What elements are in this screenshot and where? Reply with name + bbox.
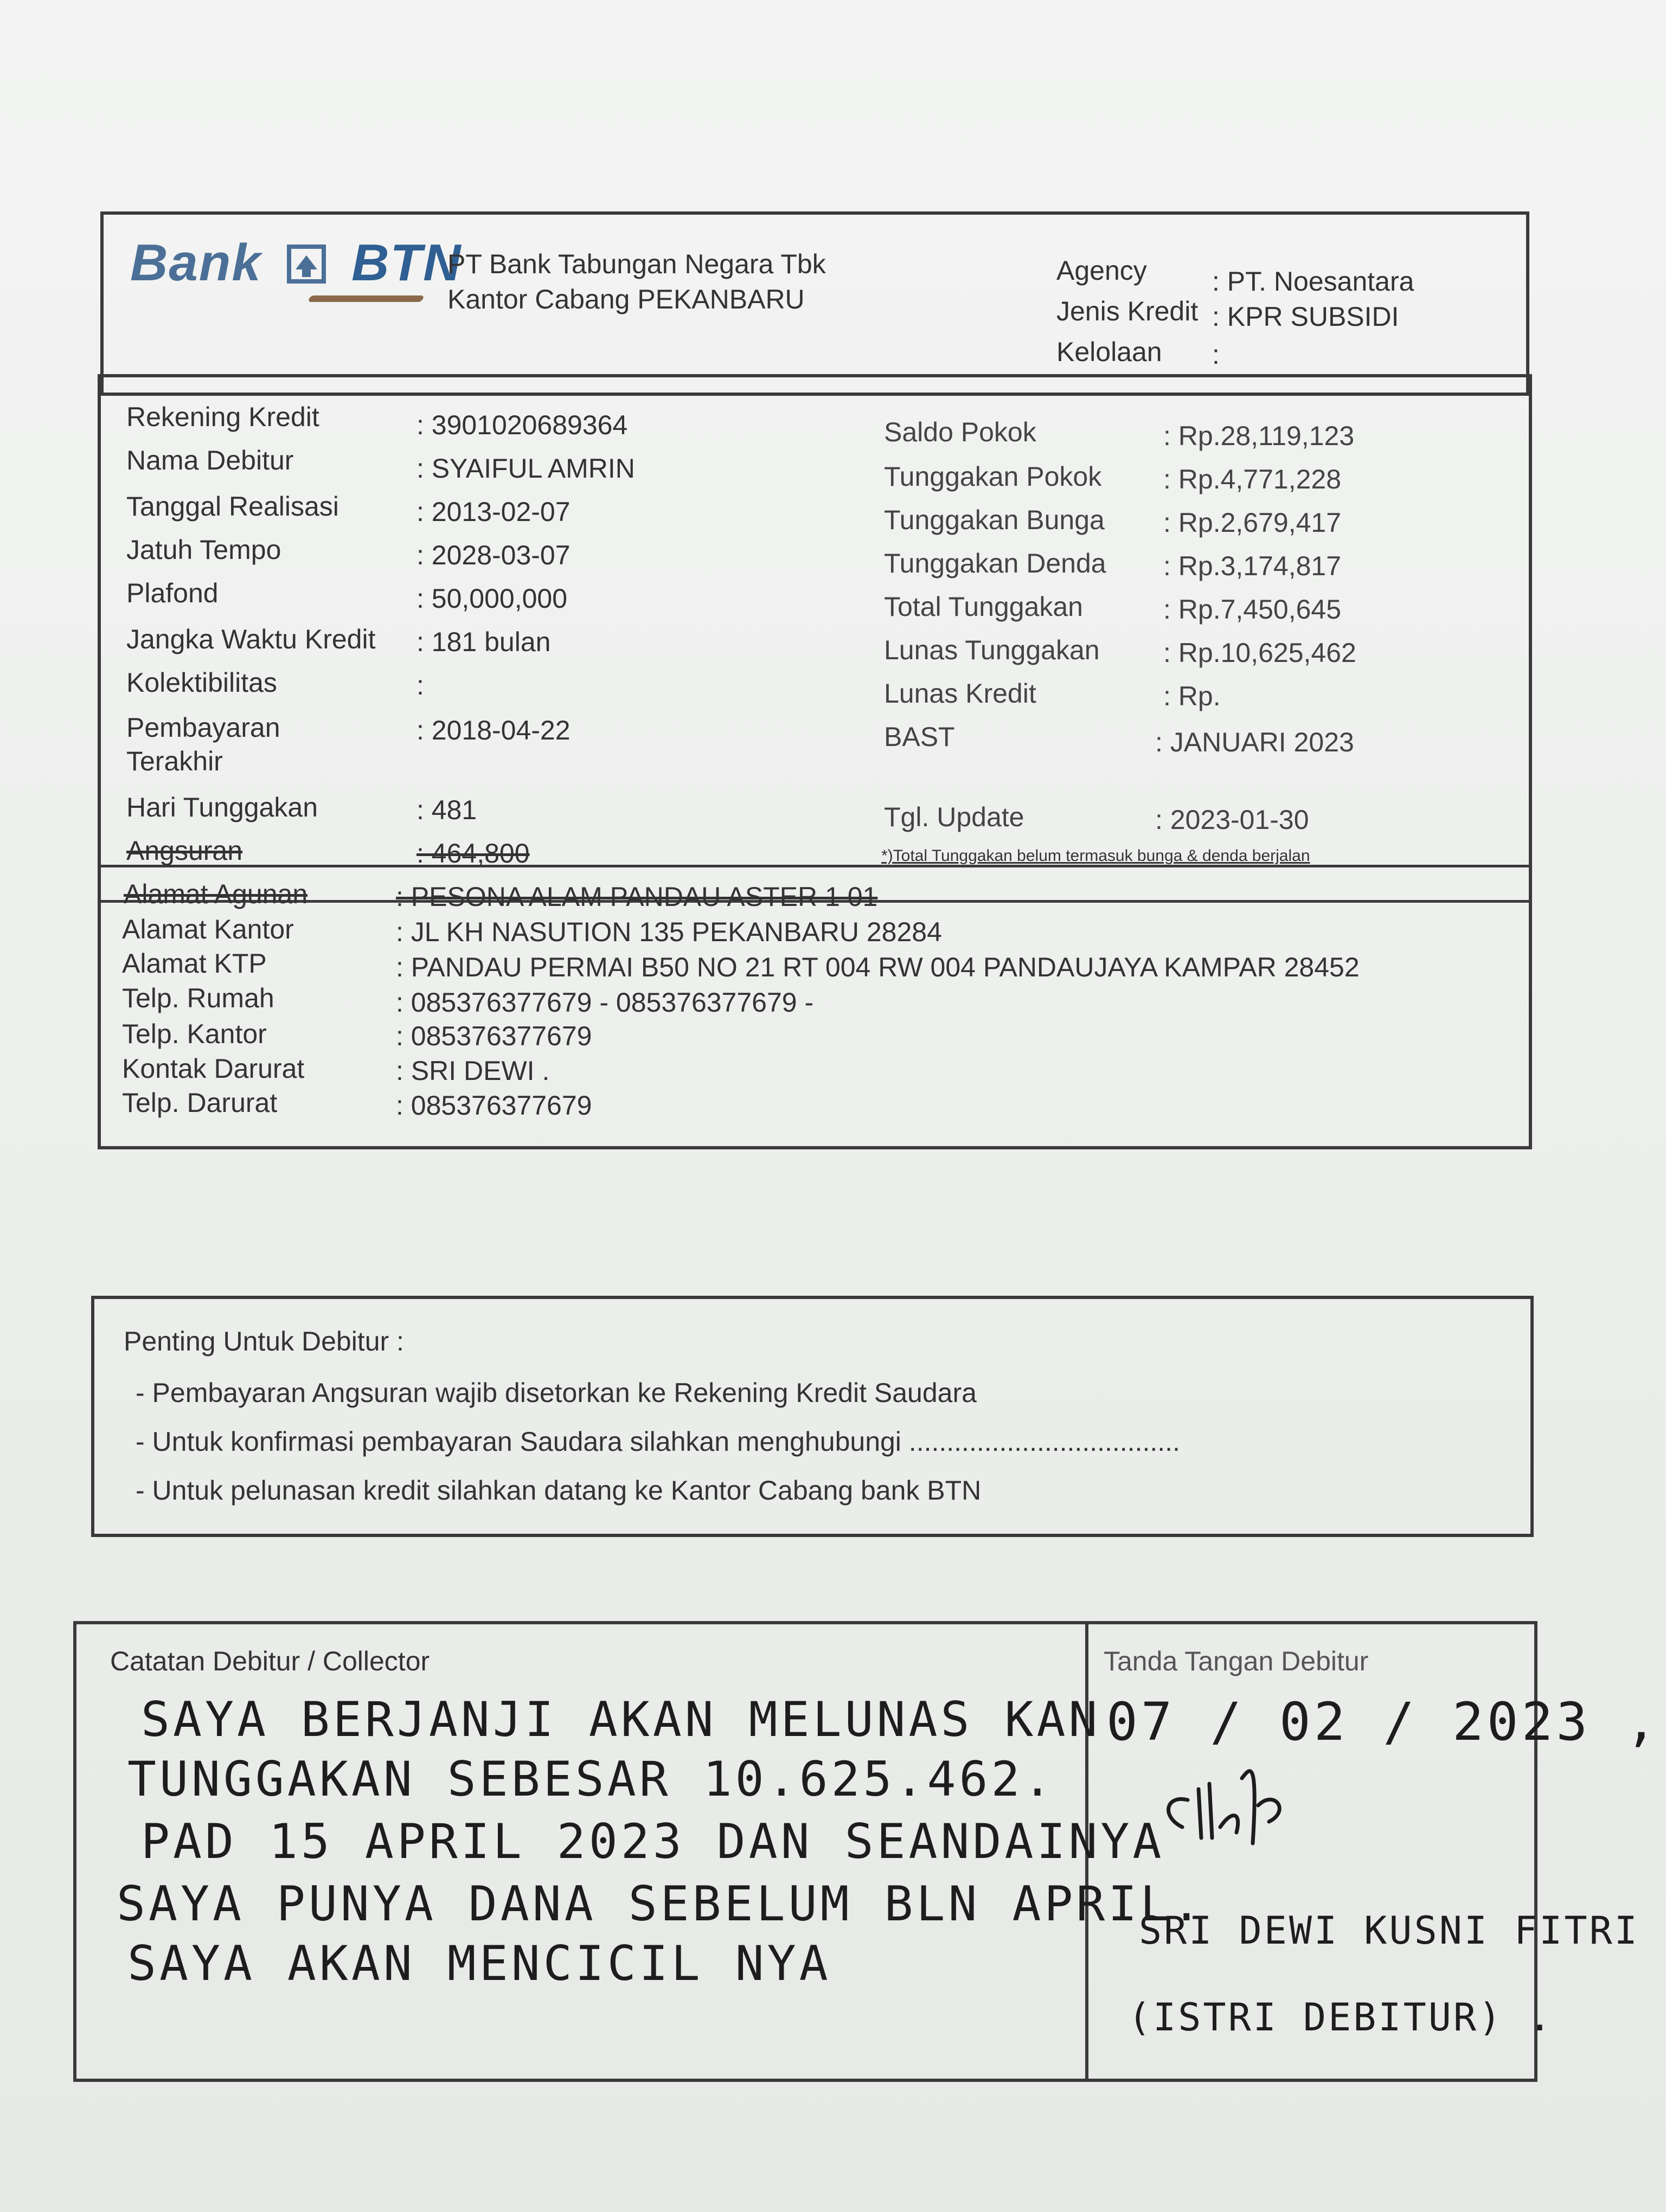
handwritten-line-2: TUNGGAKAN SEBESAR 10.625.462. (127, 1751, 1055, 1807)
company-name: PT Bank Tabungan Negara Tbk (447, 249, 826, 279)
value-alamat-agunan: : PESONA ALAM PANDAU ASTER 1 01 (396, 882, 878, 912)
signer-name: SRI DEWI KUSNI FITRI (1139, 1908, 1639, 1953)
label-tunggakan-bunga: Tunggakan Bunga (884, 505, 1105, 535)
agency-label: Agency (1056, 255, 1147, 286)
branch-name: Kantor Cabang PEKANBARU (447, 284, 805, 314)
value-pembayaran: : 2018-04-22 (416, 715, 571, 745)
label-jangka-waktu: Jangka Waktu Kredit (126, 624, 376, 654)
agency-value: : PT. Noesantara (1212, 266, 1414, 297)
label-tgl-update: Tgl. Update (884, 802, 1024, 832)
value-plafond: : 50,000,000 (416, 583, 568, 614)
label-alamat-agunan: Alamat Agunan (124, 879, 308, 909)
value-lunas-tunggakan: : Rp.10,625,462 (1163, 638, 1356, 668)
value-total-tunggakan: : Rp.7,450,645 (1163, 594, 1342, 625)
handwritten-line-3: PAD 15 APRIL 2023 DAN SEANDAINYA (141, 1814, 1165, 1869)
label-terakhir: Terakhir (126, 746, 223, 776)
value-kontak-darurat: : SRI DEWI . (396, 1056, 550, 1086)
value-hari-tunggakan: : 481 (416, 795, 477, 825)
label-lunas-kredit: Lunas Kredit (884, 678, 1036, 709)
divider-1 (98, 865, 1532, 867)
value-tunggakan-denda: : Rp.3,174,817 (1163, 551, 1342, 581)
value-nama: : SYAIFUL AMRIN (416, 453, 635, 484)
value-jangka-waktu: : 181 bulan (416, 627, 551, 657)
value-tgl-update: : 2023-01-30 (1155, 805, 1309, 835)
signature-title: Tanda Tangan Debitur (1104, 1646, 1369, 1676)
signer-relation: (ISTRI DEBITUR) . (1128, 1995, 1554, 2040)
value-telp-kantor: : 085376377679 (396, 1021, 592, 1051)
label-hari-tunggakan: Hari Tunggakan (126, 792, 318, 822)
label-rekening: Rekening Kredit (126, 402, 319, 432)
logo-swoosh (307, 295, 425, 302)
label-alamat-ktp: Alamat KTP (122, 948, 267, 979)
notes-title: Catatan Debitur / Collector (110, 1646, 430, 1676)
label-tunggakan-pokok: Tunggakan Pokok (884, 461, 1102, 492)
label-total-tunggakan: Total Tunggakan (884, 591, 1083, 622)
value-jatuh-tempo: : 2028-03-07 (416, 540, 571, 570)
value-rekening: : 3901020689364 (416, 410, 628, 440)
label-alamat-kantor: Alamat Kantor (122, 914, 294, 944)
label-telp-darurat: Telp. Darurat (122, 1088, 278, 1118)
btn-house-icon (285, 242, 328, 286)
label-tunggakan-denda: Tunggakan Denda (884, 548, 1106, 578)
label-kontak-darurat: Kontak Darurat (122, 1053, 305, 1084)
value-bast: : JANUARI 2023 (1155, 727, 1354, 757)
value-tunggakan-pokok: : Rp.4,771,228 (1163, 464, 1342, 494)
kelolaan-value: : (1212, 339, 1220, 370)
logo-bank-text: Bank (130, 234, 262, 292)
bank-logo (130, 233, 462, 293)
important-item-1: - Pembayaran Angsuran wajib disetorkan ke Rekening Kredit Saudara (136, 1378, 977, 1408)
handwritten-date: 07 / 02 / 2023 , (1106, 1692, 1660, 1752)
value-alamat-kantor: : JL KH NASUTION 135 PEKANBARU 28284 (396, 917, 942, 947)
jenis-value: : KPR SUBSIDI (1212, 301, 1399, 332)
signature-scribble-icon (1150, 1757, 1323, 1876)
kelolaan-label: Kelolaan (1056, 337, 1162, 367)
important-title: Penting Untuk Debitur : (124, 1326, 404, 1356)
label-telp-rumah: Telp. Rumah (122, 983, 274, 1013)
value-lunas-kredit: : Rp. (1163, 681, 1221, 711)
logo-btn-text: BTN (351, 234, 462, 292)
value-alamat-ktp: : PANDAU PERMAI B50 NO 21 RT 004 RW 004 PANDAUJAYA KAMPAR 28452 (396, 952, 1360, 982)
important-item-2: - Untuk konfirmasi pembayaran Saudara silahkan menghubungi .................................... (136, 1426, 1180, 1457)
footnote: *)Total Tunggakan belum termasuk bunga & denda berjalan (881, 847, 1310, 865)
value-telp-rumah: : 085376377679 - 085376377679 - (396, 987, 814, 1018)
handwritten-line-5: SAYA AKAN MENCICIL NYA (127, 1935, 831, 1991)
label-plafond: Plafond (126, 578, 219, 608)
jenis-label: Jenis Kredit (1056, 296, 1199, 326)
value-tunggakan-bunga: : Rp.2,679,417 (1163, 507, 1342, 538)
label-jatuh-tempo: Jatuh Tempo (126, 535, 281, 565)
label-angsuran: Angsuran (126, 835, 243, 866)
value-telp-darurat: : 085376377679 (396, 1090, 592, 1121)
label-nama: Nama Debitur (126, 445, 294, 475)
label-saldo-pokok: Saldo Pokok (884, 417, 1036, 447)
handwritten-line-1: SAYA BERJANJI AKAN MELUNAS KAN (141, 1692, 1101, 1747)
handwritten-line-4: SAYA PUNYA DANA SEBELUM BLN APRIL. (117, 1876, 1204, 1932)
important-item-3: - Untuk pelunasan kredit silahkan datang ke Kantor Cabang bank BTN (136, 1475, 982, 1506)
label-pembayaran: Pembayaran (126, 712, 280, 743)
label-telp-kantor: Telp. Kantor (122, 1019, 267, 1049)
value-realisasi: : 2013-02-07 (416, 497, 571, 527)
label-realisasi: Tanggal Realisasi (126, 491, 339, 522)
value-angsuran: : 464,800 (416, 838, 530, 869)
label-kolektibilitas: Kolektibilitas (126, 667, 277, 698)
label-bast: BAST (884, 722, 955, 752)
value-kolektibilitas: : (416, 670, 424, 700)
value-saldo-pokok: : Rp.28,119,123 (1163, 421, 1355, 451)
label-lunas-tunggakan: Lunas Tunggakan (884, 635, 1100, 665)
